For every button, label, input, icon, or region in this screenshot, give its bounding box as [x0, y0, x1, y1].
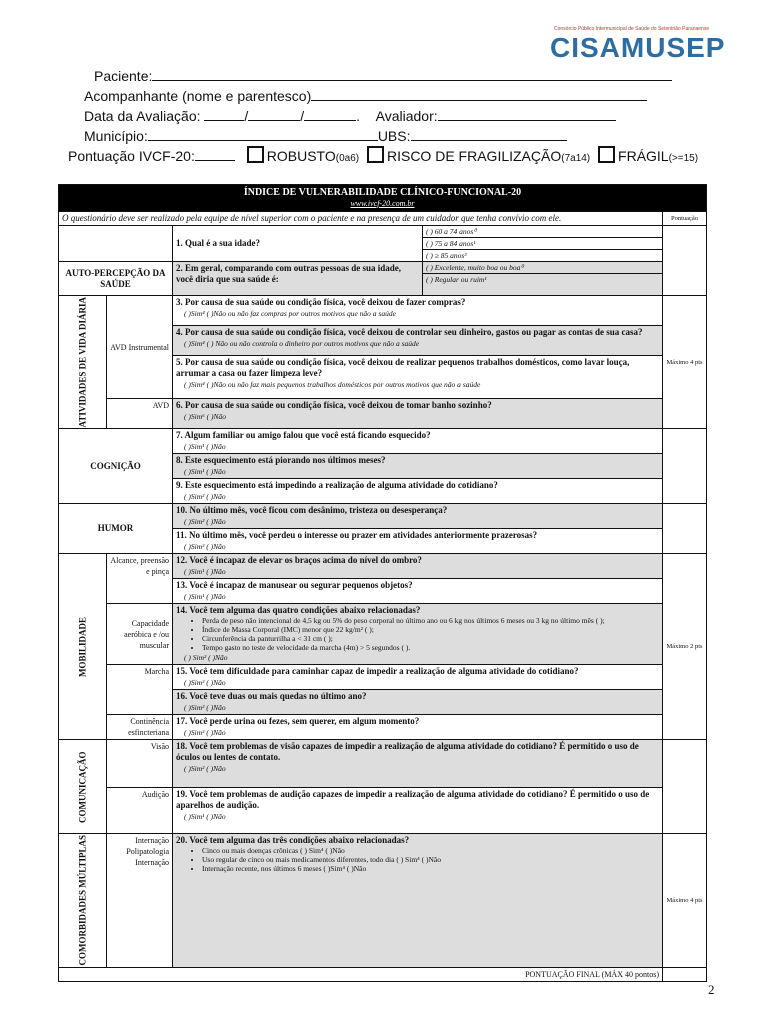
question-11: 11. No último mês, você perdeu o interesse ou prazer em atividades anteriormente prazerosas? — [176, 530, 538, 541]
instruction-note: O questionário deve ser realizado pela equipe de nível superior com o paciente e na presença de um cuidador que tenha convívio com ele. — [59, 212, 663, 226]
risk-label: RISCO DE FRAGILIZAÇÃO — [386, 148, 562, 164]
patient-label: Paciente: — [94, 68, 153, 84]
robust-range: (0a6) — [335, 153, 360, 164]
eval-date-label: Data da Avaliação: — [84, 108, 201, 124]
aerobic-label: Capacidade aeróbica e /ou muscular — [107, 604, 173, 665]
table-title: ÍNDICE DE VULNERABILIDADE CLÍNICO-FUNCIONAL-20 — [243, 187, 522, 198]
answer-15[interactable]: ( )Sim² ( )Não — [184, 678, 226, 688]
score-cell-communication[interactable] — [663, 740, 707, 834]
q20-item[interactable]: • Internação recente, nos últimos 6 meses ( )Sim⁴ ( )Não — [202, 864, 659, 873]
site-link[interactable]: www.ivcf-20.com.br — [350, 199, 415, 208]
q20-item[interactable]: • Cinco ou mais doenças crônicas ( ) Sim⁴ ( )Não — [202, 846, 659, 855]
mood-domain: HUMOR — [59, 504, 173, 554]
score-field[interactable] — [195, 146, 235, 161]
answer-16[interactable]: ( )Sim² ( )Não — [184, 703, 226, 713]
risk-checkbox[interactable] — [367, 146, 384, 163]
q14-item[interactable]: • Perda de peso não intencional de 4,5 kg ou 5% do peso corporal no último ano ou 6 kg nos últimos 6 meses ou 3 kg no último mês ( ); — [202, 616, 659, 625]
question-12: 12. Você é incapaz de elevar os braços acima do nível do ombro? — [176, 555, 422, 566]
answer-10[interactable]: ( )Sim² ( )Não — [184, 517, 226, 527]
question-9: 9. Este esquecimento está impedindo a realização de alguma atividade do cotidiano? — [176, 480, 498, 491]
companion-field[interactable] — [311, 86, 647, 101]
page-number: 2 — [708, 982, 715, 997]
answer-5[interactable]: ( )Sim⁴ ( )Não ou não faz mais pequenos trabalhos domésticos por outros motivos que não a saúde — [184, 380, 481, 390]
form-header: Paciente: Acompanhante (nome e parentesco) Data da Avaliação: / / . Avaliador: Município: UBS: Pontuação IVCF-20: ROBUSTO(0a6) RISCO DE FRAGILIZAÇÃO(7a14) FRÁGIL(>=15) — [68, 68, 699, 164]
question-8: 8. Este esquecimento está piorando nos últimos meses? — [176, 455, 386, 466]
date-year-field[interactable] — [304, 106, 356, 121]
logo — [550, 26, 726, 70]
companion-label: Acompanhante (nome e parentesco) — [84, 88, 312, 104]
q20-conditions — [176, 846, 659, 873]
score-cell-mood[interactable] — [663, 504, 707, 554]
health-option-1[interactable]: ( ) Excelente, muito boa ou boa⁰ — [423, 262, 662, 274]
question-6: 6. Por causa de sua saúde ou condição física, você deixou de tomar banho sozinho? — [176, 400, 492, 411]
logo-subtitle: Consórcio Público Intermunicipal de Saúde do Setentrião Paranaense — [554, 26, 710, 32]
table-title-row — [59, 185, 707, 212]
date-month-field[interactable] — [248, 106, 300, 121]
score-cell-cognition[interactable] — [663, 429, 707, 504]
question-3: 3. Por causa de sua saúde ou condição física, você deixou de fazer compras? — [176, 297, 466, 307]
reach-label: Alcance, preensão e pinça — [107, 554, 173, 604]
q14-item[interactable]: • Circunferência da panturrilha a < 31 cm ( ); — [202, 634, 659, 643]
hearing-label: Audição — [107, 788, 173, 834]
health-option-2[interactable]: ( ) Regular ou ruim¹ — [426, 275, 487, 284]
comorbidities-max-points: Máximo 4 pts — [663, 834, 707, 967]
answer-17[interactable]: ( )Sim² ( )Não — [184, 728, 226, 738]
answer-13[interactable]: ( )Sim¹ ( )Não — [184, 592, 226, 602]
question-20: 20. Você tem alguma das três condições abaixo relacionadas? — [176, 835, 410, 846]
q14-item[interactable]: • Tempo gasto no teste de velocidade da marcha (4m) > 5 segundos ( ). — [202, 643, 659, 652]
adl-max-points: Máximo 4 pts — [663, 296, 707, 429]
score-column-header: Pontuação — [663, 212, 707, 226]
answer-8[interactable]: ( )Sim¹ ( )Não — [184, 467, 226, 477]
patient-field[interactable] — [152, 66, 672, 81]
age-option-3[interactable]: ( ) ≥ 85 anos³ — [426, 251, 467, 260]
question-10: 10. No último mês, você ficou com desânimo, tristeza ou desesperança? — [176, 505, 448, 516]
q20-item[interactable]: • Uso regular de cinco ou mais medicamentos diferentes, todo dia ( ) Sim⁴ ( )Não — [202, 855, 659, 864]
age-domain — [59, 226, 173, 262]
answer-4[interactable]: ( )Sim⁴ ( ) Não ou não controla o dinheiro por outros motivos que não a saúde — [184, 339, 420, 349]
question-1: 1. Qual é a sua idade? — [173, 226, 423, 262]
ubs-field[interactable] — [411, 126, 567, 141]
ivcf-table — [58, 184, 707, 982]
adl-domain: ATIVIDADES DE VIDA DIÁRIA — [59, 296, 107, 429]
q14-item[interactable]: • Índice de Massa Corporal (IMC) menor que 22 kg/m² ( ); — [202, 625, 659, 634]
age-option-1[interactable]: ( ) 60 a 74 anos⁰ — [423, 226, 662, 238]
question-16: 16. Você teve duas ou mais quedas no último ano? — [176, 691, 367, 702]
communication-domain: COMUNICAÇÃO — [59, 740, 107, 834]
ubs-label: UBS: — [377, 128, 411, 144]
fragile-range: (>=15) — [668, 153, 699, 164]
question-5: 5. Por causa de sua saúde ou condição física, você deixou de realizar pequenos trabalhos domésticos, como lavar louça, arrumar a casa ou fazer limpeza leve? — [176, 357, 630, 379]
iadl-label: AVD Instrumental — [107, 296, 173, 399]
robust-label: ROBUSTO — [266, 148, 336, 164]
answer-12[interactable]: ( )Sim¹ ( )Não — [184, 567, 226, 577]
logo-name: CISAMUSEP — [550, 32, 726, 63]
question-14: 14. Você tem alguma das quatro condições abaixo relacionadas? — [176, 605, 421, 616]
municipality-label: Município: — [84, 128, 148, 144]
question-13: 13. Você é incapaz de manusear ou segurar pequenos objetos? — [176, 580, 413, 591]
gait-label: Marcha — [107, 665, 173, 715]
question-4: 4. Por causa de sua saúde ou condição física, você deixou de controlar seu dinheiro, gastos ou pagar as contas de sua casa? — [176, 327, 643, 338]
mobility-max-points: Máximo 2 pts — [663, 554, 707, 740]
answer-11[interactable]: ( )Sim² ( )Não — [184, 542, 226, 552]
risk-range: (7a14) — [561, 153, 591, 164]
question-7: 7. Algum familiar ou amigo falou que você está ficando esquecido? — [176, 430, 431, 441]
final-score-cell[interactable] — [663, 967, 707, 981]
robust-checkbox[interactable] — [247, 146, 264, 163]
answer-19[interactable]: ( )Sim¹ ( )Não — [184, 812, 226, 822]
final-score-label: PONTUAÇÃO FINAL (MÁX 40 pontos) — [59, 967, 663, 981]
cognition-domain: COGNIÇÃO — [59, 429, 173, 504]
answer-9[interactable]: ( )Sim² ( )Não — [184, 492, 226, 502]
question-15: 15. Você tem dificuldade para caminhar capaz de impedir a realização de alguma atividade do cotidiano? — [176, 666, 579, 677]
question-2: 2. Em geral, comparando com outras pessoas de sua idade, você diria que sua saúde é: — [173, 262, 423, 296]
answer-14[interactable]: ( ) Sim² ( )Não — [184, 653, 228, 663]
vision-label: Visão — [107, 740, 173, 788]
mobility-domain: MOBILIDADE — [59, 554, 107, 740]
evaluator-field[interactable] — [438, 106, 616, 121]
comorbidities-domain: COMORBIDADES MÚLTIPLAS — [59, 834, 107, 967]
date-day-field[interactable] — [204, 106, 244, 121]
answer-3[interactable]: ( )Sim⁴ ( )Não ou não faz compras por outros motivos que não a saúde — [184, 309, 396, 318]
score-label: Pontuação IVCF-20: — [68, 148, 195, 164]
q14-conditions — [176, 616, 659, 652]
answer-6[interactable]: ( )Sim⁶ ( )Não — [184, 412, 226, 422]
age-option-2[interactable]: ( ) 75 a 84 anos¹ — [423, 238, 662, 250]
continence-label: Continência esfincteriana — [107, 715, 173, 740]
fragile-label: FRÁGIL — [618, 148, 669, 164]
fragile-checkbox[interactable] — [598, 146, 615, 163]
answer-7[interactable]: ( )Sim¹ ( )Não — [184, 442, 226, 452]
question-18: 18. Você tem problemas de visão capazes de impedir a realização de alguma atividade do cotidiano? É permitido o uso de óculos ou lentes de contato. — [176, 741, 639, 763]
answer-18[interactable]: ( )Sim² ( )Não — [184, 764, 226, 774]
municipality-field[interactable] — [148, 126, 378, 141]
evaluator-label: Avaliador: — [375, 108, 438, 124]
question-19: 19. Você tem problemas de audição capazes de impedir a realização de alguma atividade do cotidiano? É permitido o uso de aparelhos de audição. — [176, 789, 650, 811]
comorbidities-sublabel: Internação Polipatologia Internação — [107, 834, 173, 967]
question-17: 17. Você perde urina ou fezes, sem querer, em algum momento? — [176, 716, 420, 727]
self-perception-domain: AUTO-PERCEPÇÃO DA SAÚDE — [59, 262, 173, 296]
badl-label: AVD — [107, 399, 173, 429]
score-cell-1-2[interactable] — [663, 226, 707, 296]
